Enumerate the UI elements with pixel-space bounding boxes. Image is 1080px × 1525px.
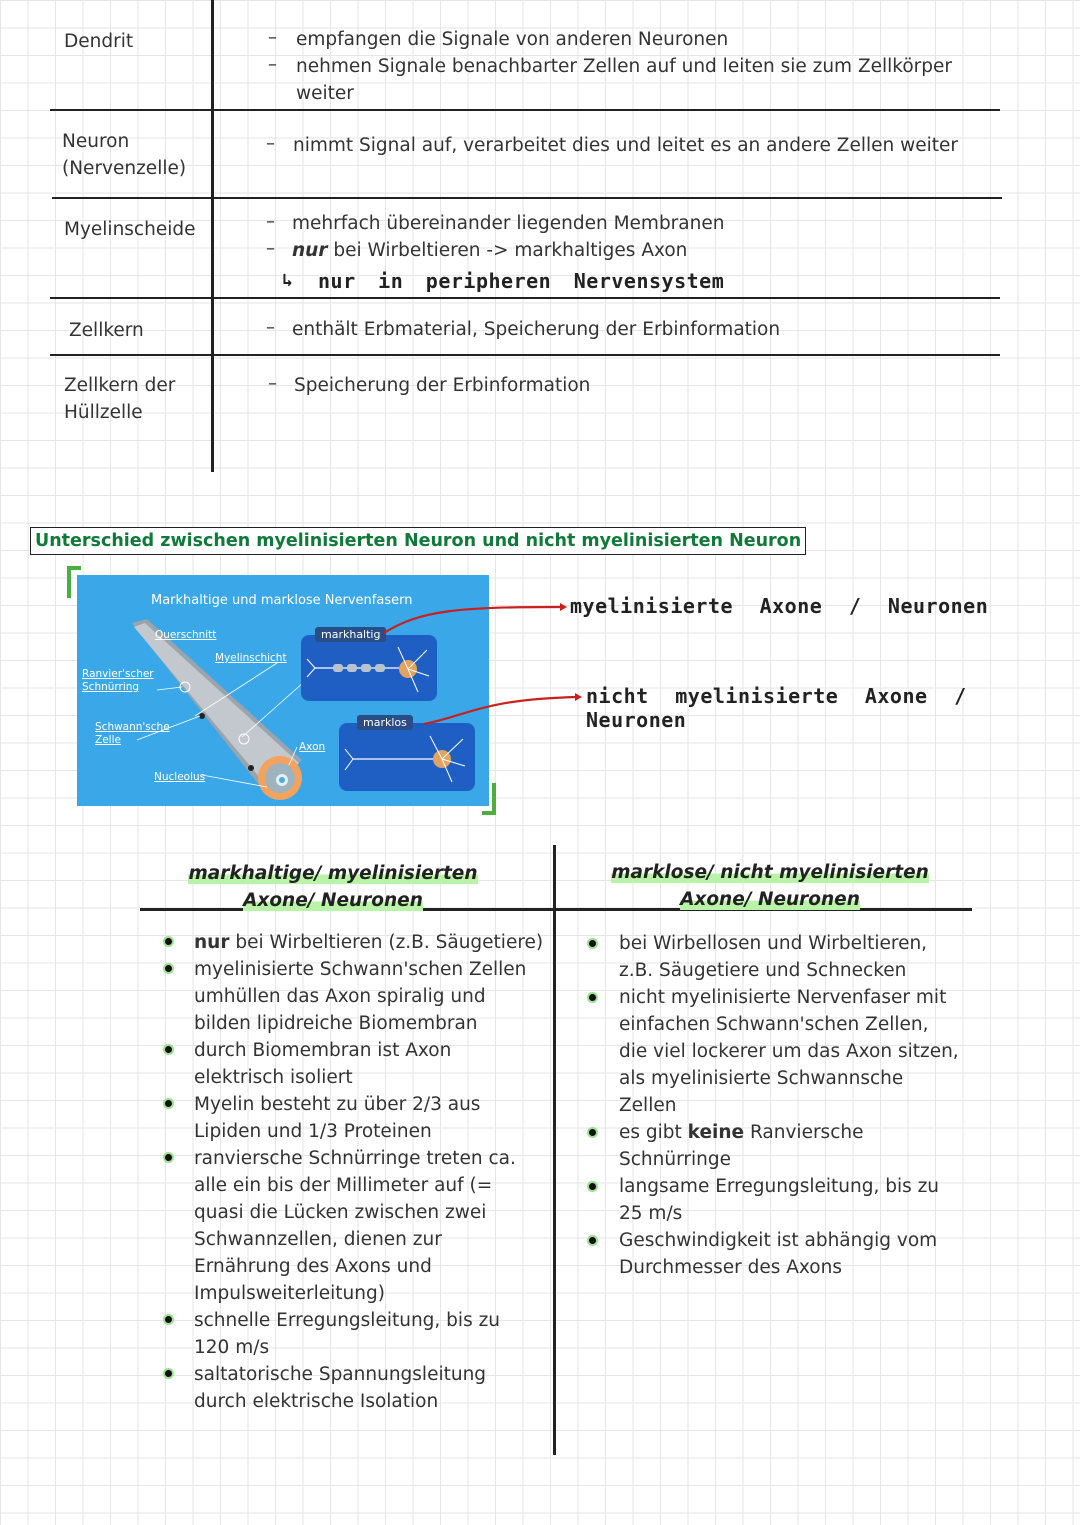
label-line: Ranvier'scher: [82, 668, 154, 680]
bullet-icon: [589, 994, 596, 1001]
list-item: [619, 1227, 937, 1281]
text-rest: bei Wirbeltieren (z.B. Säugetiere): [229, 932, 544, 953]
item-line: Lipiden und 1/3 Proteinen: [194, 1121, 432, 1142]
item-line: Schwannzellen, dienen zur: [194, 1229, 442, 1250]
term-dendrit: Dendrit: [64, 31, 134, 52]
item-line: die viel lockerer um das Axon sitzen,: [619, 1041, 959, 1062]
item-line: quasi die Lücken zwischen zwei: [194, 1202, 487, 1223]
term-zellkern: Zellkern: [69, 320, 144, 341]
header-line: marklose/ nicht myelinisierten: [611, 862, 929, 883]
dash: –: [266, 211, 275, 232]
dash: –: [266, 133, 275, 154]
label-schwann: [95, 721, 170, 747]
item-line: schnelle Erregungsleitung, bis zu: [194, 1310, 501, 1331]
definition-text: empfangen die Signale von anderen Neuronen: [296, 29, 729, 50]
item-line: saltatorische Spannungsleitung: [194, 1364, 487, 1385]
bullet-icon: [589, 1183, 596, 1190]
list-item: [194, 1145, 516, 1307]
text-post: Ranviersche: [744, 1122, 864, 1143]
list-item: [194, 929, 543, 956]
item-line: Durchmesser des Axons: [619, 1257, 842, 1278]
item-line: 25 m/s: [619, 1203, 683, 1224]
arrowhead-icon: [575, 693, 582, 701]
row-rule: [50, 297, 1000, 299]
arrow-return-icon: ↳: [282, 270, 294, 291]
label-line: Schnürring: [82, 681, 140, 693]
text-rest: bei Wirbeltieren -> markhaltiges Axon: [327, 240, 688, 261]
arrowhead-icon: [560, 603, 567, 611]
term-line: Zellkern der: [64, 375, 176, 396]
bullet-icon: [165, 1370, 172, 1377]
list-item: [194, 1361, 486, 1415]
list-item: [619, 1119, 863, 1173]
row-rule: [50, 109, 1000, 111]
item-line: 120 m/s: [194, 1337, 270, 1358]
term-line: Neuron: [62, 131, 130, 152]
bold-word: nur: [292, 240, 328, 261]
definition-text: Speicherung der Erbinformation: [294, 375, 591, 396]
figure-title: Markhaltige und marklose Nervenfasern: [151, 593, 413, 608]
bold-word: keine: [687, 1122, 745, 1143]
item-line: elektrisch isoliert: [194, 1067, 353, 1088]
definition-text: enthält Erbmaterial, Speicherung der Erbinformation: [292, 319, 781, 340]
list-item: [194, 1307, 500, 1361]
item-line: Zellen: [619, 1095, 677, 1116]
tag-markhaltig: markhaltig: [315, 627, 386, 642]
bullet-icon: [589, 940, 596, 947]
label-myelinschicht: Myelinschicht: [215, 652, 287, 664]
label-line: Schwann'sche: [95, 721, 170, 733]
item-line: umhüllen das Axon spiralig und: [194, 986, 486, 1007]
right-column-header: [570, 859, 970, 913]
item-line: als myelinisierte Schwannsche: [619, 1068, 904, 1089]
term-zellkern-huellzelle: [64, 372, 175, 426]
nerve-fiber-figure: [77, 575, 489, 806]
term-line: Hüllzelle: [64, 402, 143, 423]
definition-text: mehrfach übereinander liegenden Membranen: [292, 213, 725, 234]
label-nucleolus: Nucleolus: [154, 771, 206, 783]
header-line: markhaltige/ myelinisierten: [188, 863, 478, 884]
item-line: alle ein bis der Millimeter auf (=: [194, 1175, 493, 1196]
item-line: Myelin besteht zu über 2/3 aus: [194, 1094, 481, 1115]
annotation-myelinated: myelinisierte Axone / Neuronen: [570, 594, 989, 618]
list-item: [619, 1173, 939, 1227]
definition-text: nehmen Signale benachbarter Zellen auf und leiten sie zum Zellkörper weiter: [296, 56, 953, 104]
tag-marklos: marklos: [357, 715, 413, 730]
definition-text: [292, 237, 687, 264]
item-line: Impulsweiterleitung): [194, 1283, 385, 1304]
item-line: bilden lipidreiche Biomembran: [194, 1013, 478, 1034]
table-divider: [211, 0, 214, 472]
bullet-icon: [589, 1237, 596, 1244]
section-title: Unterschied zwischen myelinisierten Neuron und nicht myelinisierten Neuron: [30, 527, 806, 555]
item-line: z.B. Säugetiere und Schnecken: [619, 960, 907, 981]
label-ranvier: [82, 668, 154, 694]
term-neuron: [62, 128, 186, 182]
item-line: ranviersche Schnürringe treten ca.: [194, 1148, 516, 1169]
term-myelinscheide: Myelinscheide: [64, 219, 196, 240]
bullet-icon: [165, 938, 172, 945]
dash: –: [266, 238, 275, 259]
row-rule: [52, 197, 1002, 199]
item-line: durch Biomembran ist Axon: [194, 1040, 452, 1061]
left-column-header: [150, 860, 516, 914]
item-line: einfachen Schwann'schen Zellen,: [619, 1014, 929, 1035]
label-axon: Axon: [299, 741, 326, 753]
dash: –: [266, 317, 275, 338]
header-line: Axone/ Neuronen: [680, 889, 860, 910]
dash: –: [268, 54, 277, 75]
item-line: Schnürringe: [619, 1149, 731, 1170]
item-line: Ernährung des Axons und: [194, 1256, 432, 1277]
bullet-icon: [165, 965, 172, 972]
list-item: [194, 956, 526, 1037]
bullet-icon: [165, 1154, 172, 1161]
bullet-icon: [165, 1046, 172, 1053]
bullet-icon: [165, 1316, 172, 1323]
definition-text: nimmt Signal auf, verarbeitet dies und leitet es an andere Zellen weiter: [293, 135, 958, 156]
label-querschnitt: Querschnitt: [155, 629, 217, 641]
term-line: (Nervenzelle): [62, 158, 187, 179]
dash: –: [268, 27, 277, 48]
label-line: Zelle: [95, 734, 121, 746]
annotation-unmyelinated: nicht myelinisierte Axone / Neuronen: [586, 684, 967, 732]
text-pre: es gibt: [619, 1122, 688, 1143]
list-item: [194, 1091, 480, 1145]
header-line: Axone/ Neuronen: [243, 890, 423, 911]
bullet-icon: [165, 1100, 172, 1107]
bold-word: nur: [194, 932, 230, 953]
list-item: [619, 930, 927, 984]
list-item: [619, 984, 959, 1119]
handwritten-note: nur in peripheren Nervensystem: [318, 269, 725, 293]
item-line: bei Wirbellosen und Wirbeltieren,: [619, 933, 928, 954]
dash: –: [268, 373, 277, 394]
item-line: langsame Erregungsleitung, bis zu: [619, 1176, 940, 1197]
list-item: [194, 1037, 451, 1091]
row-rule: [50, 354, 1000, 356]
bullet-icon: [589, 1129, 596, 1136]
column-divider: [553, 845, 556, 1455]
item-line: durch elektrische Isolation: [194, 1391, 439, 1412]
item-line: nicht myelinisierte Nervenfaser mit: [619, 987, 947, 1008]
item-line: Geschwindigkeit ist abhängig vom: [619, 1230, 938, 1251]
item-line: myelinisierte Schwann'schen Zellen: [194, 959, 527, 980]
